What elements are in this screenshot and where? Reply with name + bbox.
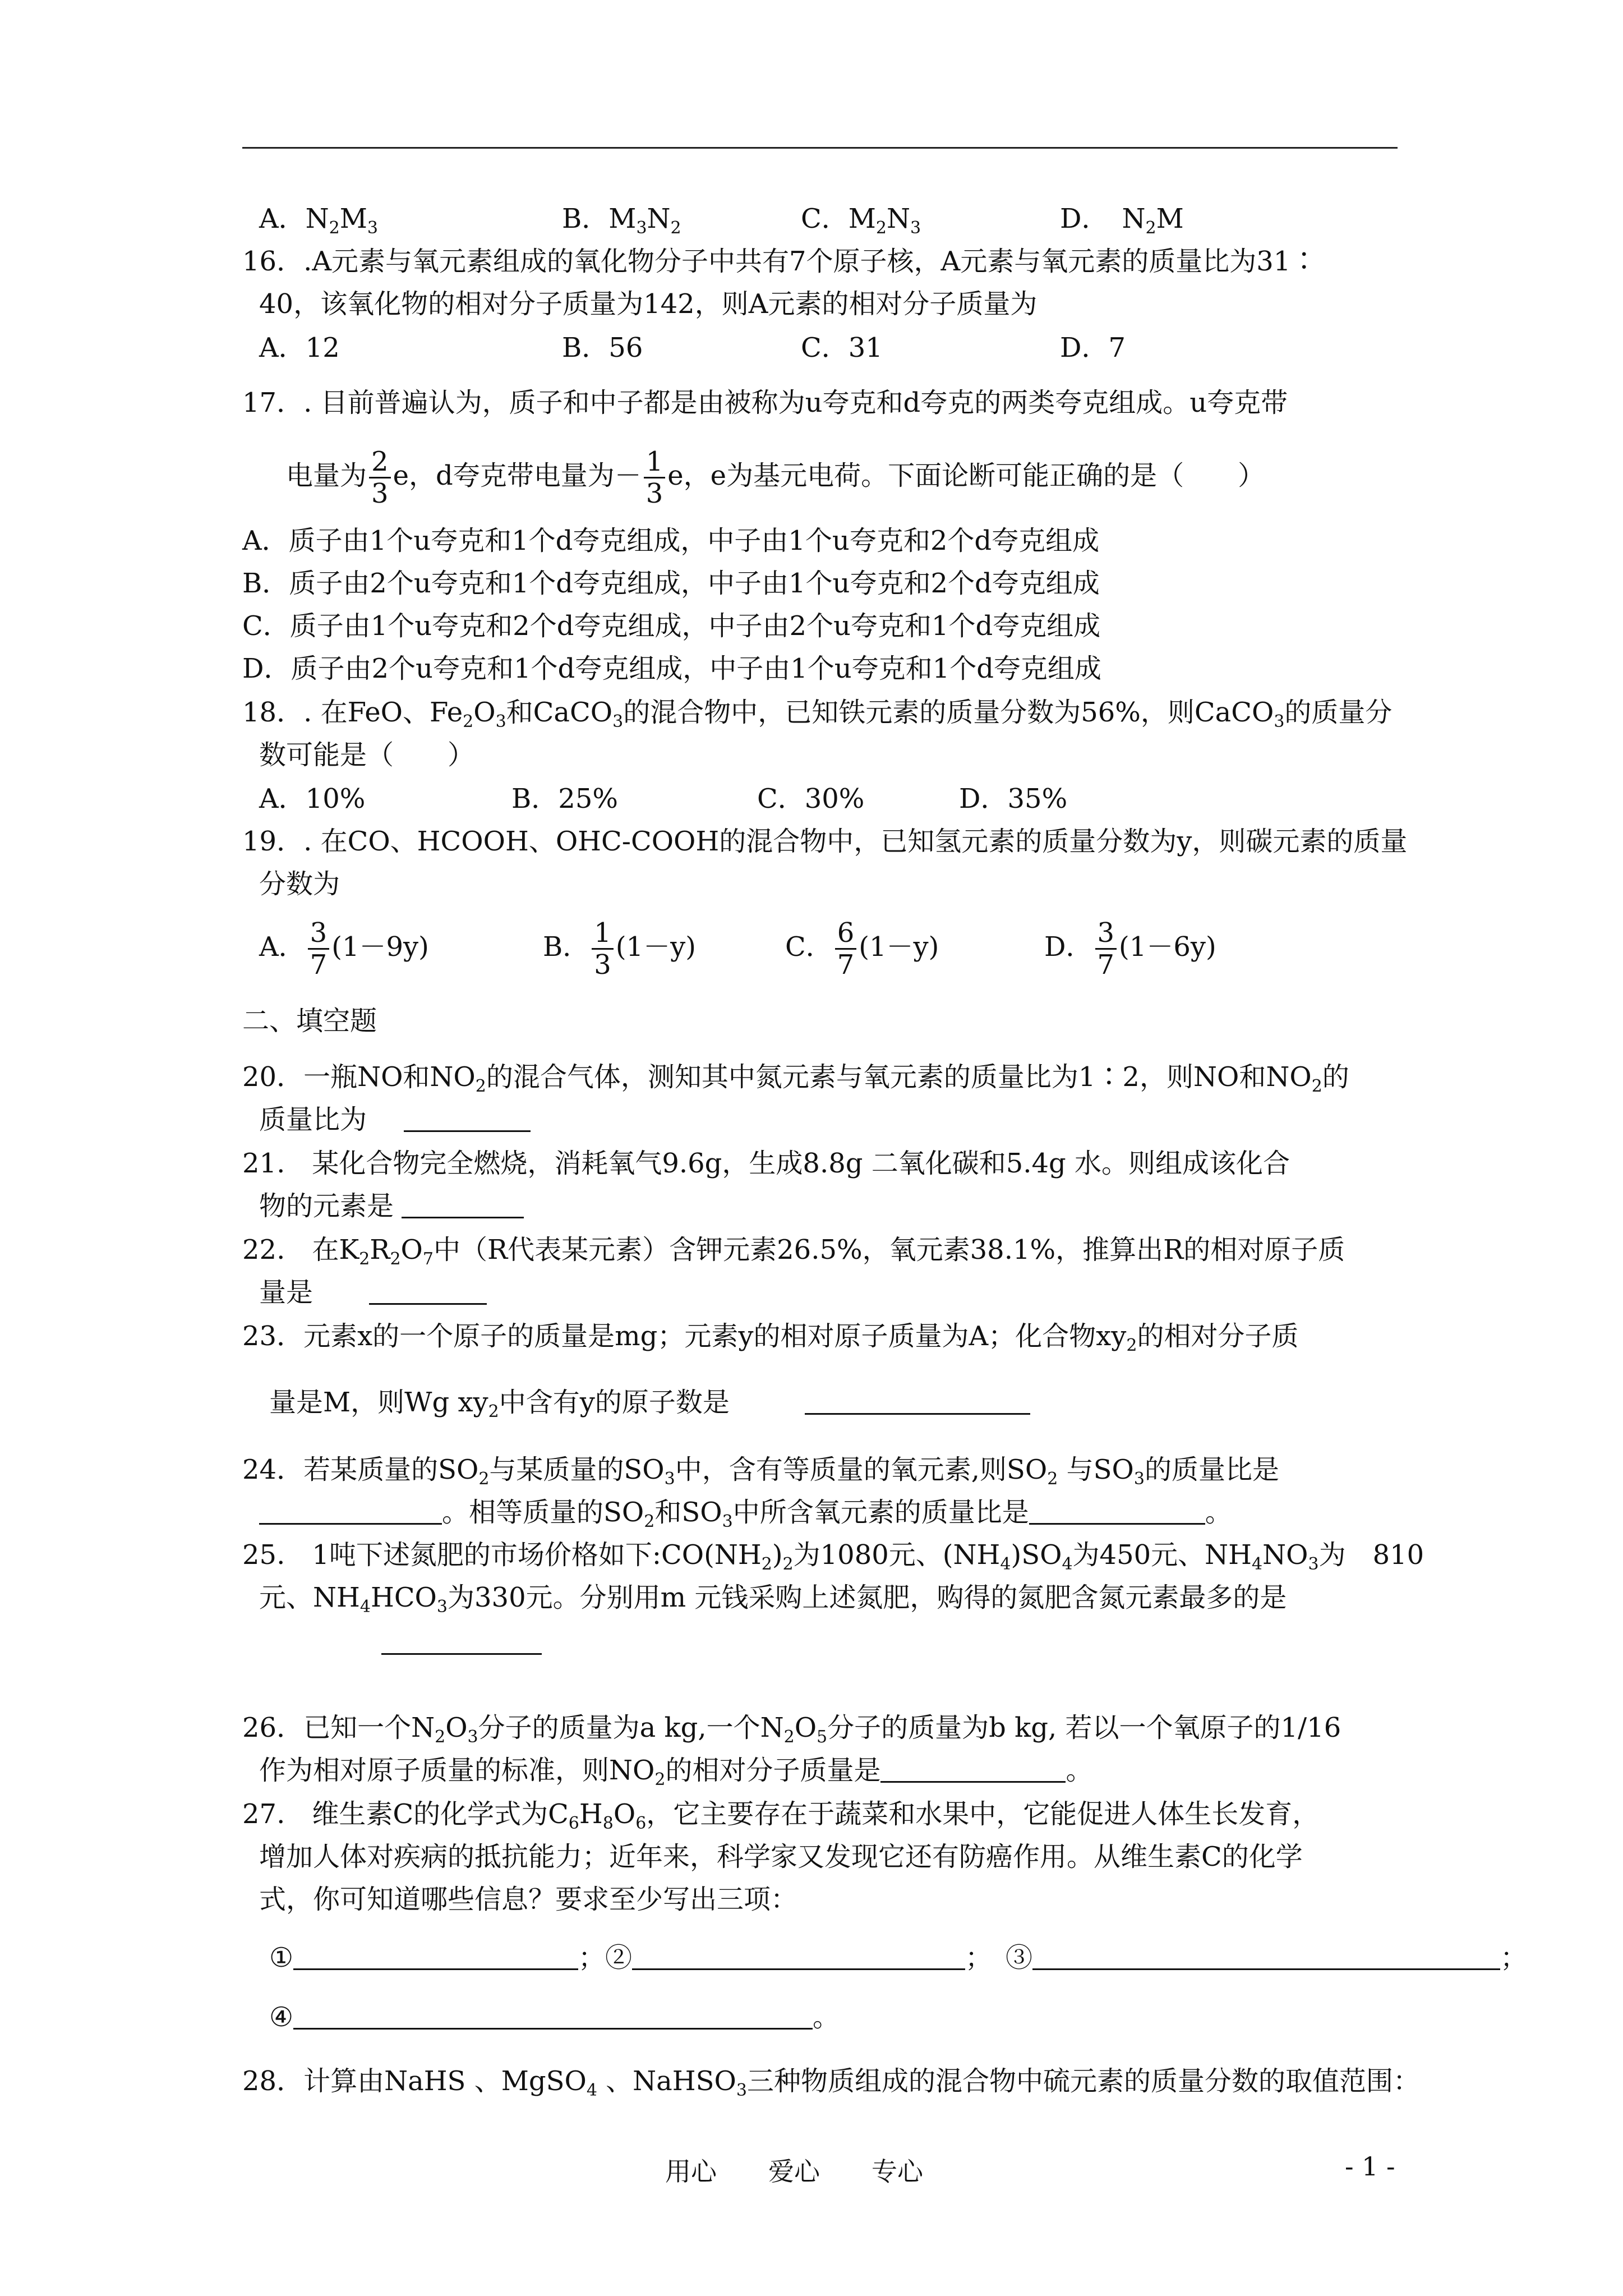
fraction-two-thirds: $\frac{2}{3}$ — [369, 447, 391, 509]
q18-option-d: D．35% — [959, 783, 1068, 815]
q16-option-b: B．56 — [562, 332, 643, 364]
q15-option-b: B．$M_3N_2$ — [562, 203, 681, 238]
q19-option-a: A． $\frac{3}{7}$ (1－9y) — [259, 917, 429, 981]
q27-line1: 27. 维生素C的化学式为$C_6H_8O_6$，它主要存在于蔬菜和水果中，它能促进人体生长发育， — [242, 1798, 1320, 1833]
q15-option-c: C．$M_2N_3$ — [801, 203, 921, 238]
q16-line2: 40，该氧化物的相对分子质量为142，则A元素的相对分子质量为 — [259, 288, 1038, 320]
q19-option-b: B． $\frac{1}{3}$ (1－y) — [543, 917, 696, 981]
q15-option-d: D． $N_2M$ — [1060, 203, 1184, 238]
q16-line1: 16．.A元素与氧元素组成的氧化物分子中共有7个原子核，A元素与氧元素的质量比为31∶ — [242, 246, 1318, 277]
q26-answer-blank[interactable] — [880, 1756, 1066, 1783]
q27-line3: 式，你可知道哪些信息？要求至少写出三项： — [259, 1884, 798, 1915]
q21-line1: 21. 某化合物完全燃烧，消耗氧气9.6g，生成8.8g 二氧化碳和5.4g 水。则组成该化合 — [242, 1148, 1290, 1179]
q28-line1: 28．计算由NaHS 、MgSO$_4$ 、NaHSO$_3$三种物质组成的混合物中硫元素的质量分数的取值范围： — [242, 2065, 1420, 2100]
q20-line1: 20．一瓶NO和$NO_2$的混合气体，测知其中氮元素与氧元素的质量比为1∶2，则NO和$NO_2$的 — [242, 1061, 1349, 1096]
q25-line2: 元、$NH_4HCO_3$为330元。分别用m 元钱采购上述氮肥，购得的氮肥含氮元素最多的是 — [259, 1582, 1287, 1617]
q18-option-c: C．30% — [757, 783, 865, 815]
q19-option-c: C． $\frac{6}{7}$ (1－y) — [785, 917, 939, 981]
q23-answer-blank[interactable] — [805, 1388, 1030, 1415]
q18-line1: 18．. 在FeO、$Fe_2O_3$和CaCO$_3$的混合物中，已知铁元素的质量分数为56%，则CaCO$_3$的质量分 — [242, 697, 1393, 731]
page-number: - 1 - — [1345, 2151, 1395, 2182]
q16-option-a: A．12 — [259, 332, 340, 364]
q25-answer-blank[interactable] — [381, 1628, 542, 1655]
q24-line2: 。相等质量的$SO_2$和$SO_3$中所含氧元素的质量比是 。 — [259, 1496, 1232, 1529]
q24-answer-blank-1[interactable] — [259, 1498, 442, 1525]
q26-line2: 作为相对原子质量的标准，则$NO_2$的相对分子质量是 。 — [259, 1755, 1093, 1789]
q23-line1: 23．元素x的一个原子的质量是mg；元素y的相对原子质量为A；化合物$xy_2$的相对分子质 — [242, 1320, 1299, 1355]
q17-option-c: C．质子由1个u夸克和2个d夸克组成，中子由2个u夸克和1个d夸克组成 — [242, 610, 1101, 642]
q25-line1: 25. 1吨下述氮肥的市场价格如下$:CO(NH_2)_2$为1080元、$(NH_4)SO_4$为450元、$NH_4NO_3$为 810 — [242, 1539, 1424, 1574]
q17-option-a: A．质子由1个u夸克和1个d夸克组成，中子由1个u夸克和2个d夸克组成 — [242, 525, 1100, 556]
q19-line2: 分数为 — [259, 868, 340, 900]
q27-answer-blank-4[interactable] — [293, 2003, 813, 2030]
q18-option-a: A．10% — [259, 783, 366, 815]
q27-answer-blank-3[interactable] — [1032, 1944, 1500, 1970]
q27-answers-row2: ④ 。 — [269, 2001, 840, 2033]
q21-answer-blank[interactable] — [402, 1192, 524, 1218]
q23-line2: 量是M，则Wg $xy_2$中含有y的原子数是 — [269, 1386, 1030, 1419]
q20-answer-blank[interactable] — [404, 1106, 531, 1132]
q16-option-d: D．7 — [1060, 332, 1126, 364]
q27-answer-blank-1[interactable] — [293, 1944, 578, 1970]
section-heading: 二、填空题 — [242, 1005, 377, 1037]
q27-answer-blank-2[interactable] — [632, 1944, 965, 1970]
q27-line2: 增加人体对疾病的抵抗能力；近年来，科学家又发现它还有防癌作用。从维生素C的化学 — [259, 1841, 1303, 1872]
q19-line1: 19．. 在CO、HCOOH、OHC-COOH的混合物中，已知氢元素的质量分数为y，则碳元素的质量 — [242, 826, 1408, 857]
q17-option-b: B．质子由2个u夸克和1个d夸克组成，中子由1个u夸克和2个d夸克组成 — [242, 568, 1100, 599]
q21-line2: 物的元素是 — [259, 1189, 524, 1223]
q20-line2: 质量比为 — [259, 1103, 531, 1137]
header-rule — [242, 147, 1398, 149]
q26-line1: 26．已知一个$N_2O_3$分子的质量为a kg,一个$N_2O_5$分子的质量为b kg, 若以一个氧原子的1/16 — [242, 1712, 1341, 1747]
q17-option-d: D．质子由2个u夸克和1个d夸克组成，中子由1个u夸克和1个d夸克组成 — [242, 653, 1101, 684]
q22-line1: 22. 在$K_2R_2O_7$中（R代表某元素）含钾元素26.5%，氧元素38.1%，推算出R的相对原子质 — [242, 1234, 1345, 1269]
q19-option-d: D． $\frac{3}{7}$ (1－6y) — [1044, 917, 1216, 981]
q18-option-b: B．25% — [511, 783, 618, 815]
q24-answer-blank-2[interactable] — [1029, 1498, 1205, 1525]
q18-line2: 数可能是（ ） — [259, 739, 475, 771]
q15-option-a: A．$N_2M_3$ — [259, 203, 379, 238]
q27-answers-row1: ① ；② ； ③ ； — [269, 1942, 1528, 1973]
q24-line1: 24．若某质量的$SO_2$与某质量的$SO_3$中，含有等质量的氧元素,则$SO_2$ 与$SO_3$的质量比是 — [242, 1454, 1279, 1489]
q22-answer-blank[interactable] — [369, 1278, 487, 1305]
fraction-one-third: $\frac{1}{3}$ — [644, 447, 666, 509]
footer-motto: 用心 爱心 专心 — [665, 2156, 923, 2187]
q16-option-c: C．31 — [801, 332, 883, 364]
q25-answer-line — [381, 1626, 542, 1659]
q17-line1: 17．. 目前普遍认为，质子和中子都是由被称为u夸克和d夸克的两类夸克组成。u夸克带 — [242, 387, 1288, 418]
q17-line2: 电量为 $\frac{2}{3}$ e，d夸克带电量为－ $\frac{1}{3}$ e，e为基元电荷。下面论断可能正确的是（ ） — [286, 446, 1265, 509]
q22-line2: 量是 — [259, 1276, 487, 1309]
